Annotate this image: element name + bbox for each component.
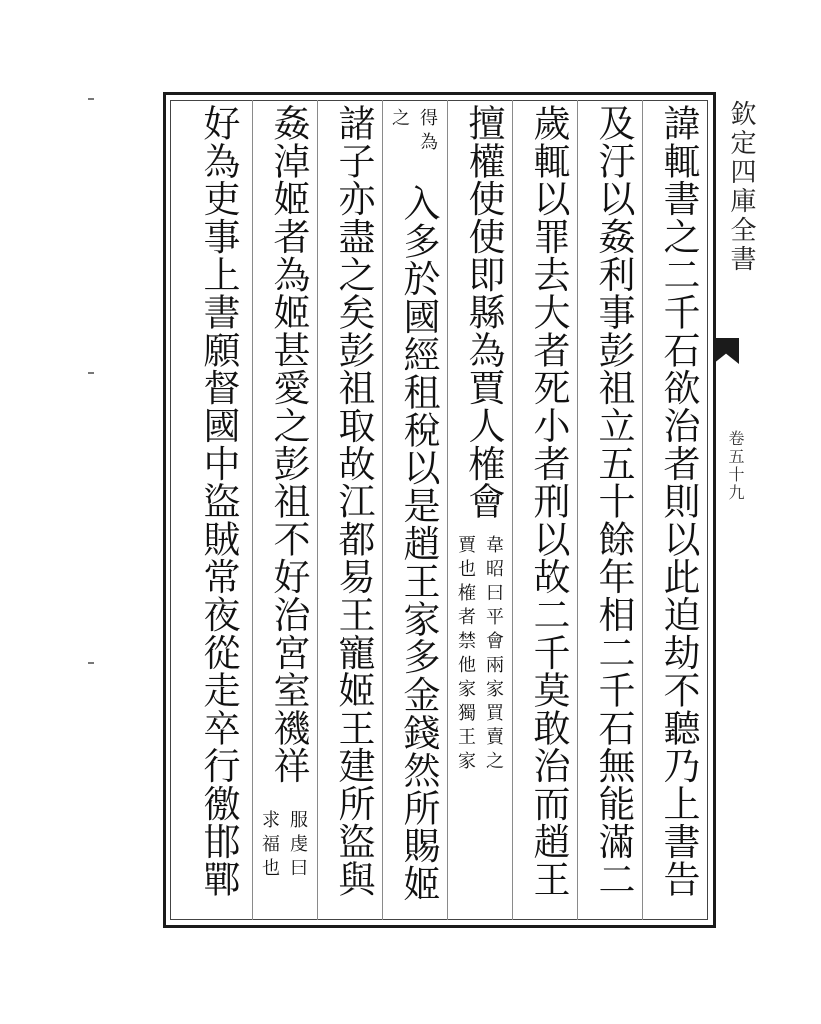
text-column bbox=[518, 104, 578, 924]
text-column bbox=[388, 184, 448, 1004]
text-column bbox=[453, 104, 513, 924]
edge-mark bbox=[88, 662, 94, 664]
text-column bbox=[258, 104, 318, 924]
volume-label: 卷五十九 bbox=[726, 430, 745, 502]
column-text: 及汙以姦利事彭祖立五十餘年相二千石無能滿二 bbox=[592, 104, 635, 898]
column-text: 姦淖姬者為姬甚愛之彭祖不好治宮室禨祥 bbox=[267, 104, 310, 785]
commentary-line: 韋昭曰平會兩家買賣之 bbox=[483, 535, 504, 775]
commentary-line: 得為 bbox=[417, 108, 438, 156]
commentary-line: 賈也榷者禁他家獨王家 bbox=[455, 535, 476, 775]
column-text: 擅權使使即縣為賈人榷會 bbox=[462, 104, 505, 520]
column-text: 諸子亦盡之矣彭祖取故江都易王寵姬王建所盜與 bbox=[332, 104, 375, 898]
text-column bbox=[323, 104, 383, 924]
text-column bbox=[648, 104, 708, 924]
book-title: 欽定四庫全書 bbox=[726, 100, 756, 274]
edge-mark bbox=[88, 98, 94, 100]
commentary-line: 服虔曰 bbox=[287, 810, 308, 882]
commentary-line: 之 bbox=[389, 108, 410, 132]
column-text: 歲輒以罪去大者死小者刑以故二千莫敢治而趙王 bbox=[527, 104, 570, 898]
column-text: 諱輒書之二千石欲治者則以此迫劫不聽乃上書告 bbox=[657, 104, 700, 898]
edge-mark bbox=[88, 372, 94, 374]
commentary-line: 求福也 bbox=[259, 810, 280, 882]
column-text: 好為吏事上書願督國中盜賊常夜從走卒行徼邯鄲 bbox=[197, 104, 240, 898]
text-column bbox=[583, 104, 643, 924]
column-rule bbox=[252, 100, 253, 920]
column-text: 入多於國經租稅以是趙王家多金錢然所賜姬 bbox=[397, 184, 440, 903]
text-column bbox=[188, 104, 248, 924]
